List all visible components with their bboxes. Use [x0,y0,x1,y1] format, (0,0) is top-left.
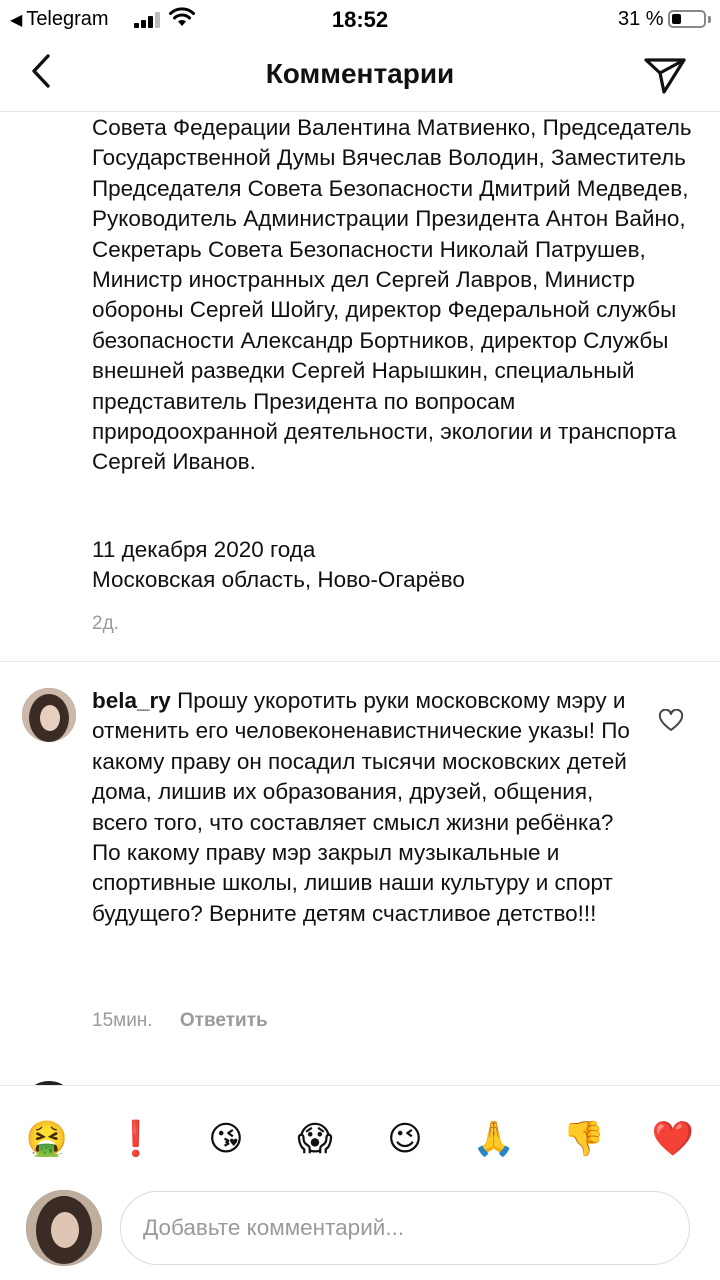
emoji-pray-button[interactable]: 🙏 [472,1119,516,1159]
back-triangle-icon: ◀ [10,12,23,29]
battery-percent: 31 % [618,8,664,30]
comment-body [92,686,632,929]
back-app-label: Telegram [26,8,109,30]
avatar-photo [22,688,76,742]
avatar-photo [26,1190,102,1266]
post-caption-footer [92,535,702,596]
header [0,38,720,112]
avatar[interactable] [22,688,76,742]
comment-username[interactable]: bela_ry [92,688,171,713]
emoji-kiss-button[interactable]: 😘 [208,1119,244,1159]
divider [0,661,720,662]
battery-level [672,14,681,24]
emoji-wink-button[interactable]: 😉 [387,1119,423,1159]
post-date: 11 декабря 2020 года [92,537,316,562]
heart-icon[interactable] [658,709,684,733]
comment-input[interactable] [120,1191,690,1265]
post-caption-text: Совета Федерации Валентина Матвиенко, Председатель Государственной Думы Вячеслав Володин, Заместитель Председателя Совета Безопасности Дмитрий Медведев, Руководитель Администрации Президента Антон Вайно, Секретарь Совета Безопасности Николай Патрушев, Министр иностранных дел Сергей Лавров, Министр обороны Сергей Шойгу, директор Федеральной службы безопасности Александр Бортников, директор Службы внешней разведки Сергей Нарышкин, специальный представитель Президента по вопросам природоохранной деятельности, экологии и транспорта Сергей Иванов. [92,115,692,475]
status-bar [0,0,720,38]
send-icon[interactable] [642,52,688,96]
emoji-heart-button[interactable]: ❤️ [651,1119,695,1159]
emoji-bar [0,1114,720,1164]
caption-time-ago: 2д. [92,613,119,634]
emoji-thumbs-down-button[interactable]: 👎 [562,1119,606,1159]
emoji-exclamation-button[interactable]: ❗ [114,1119,158,1159]
emoji-scream-button[interactable]: 😱 [297,1119,333,1159]
avatar [26,1190,102,1266]
comment-meta [92,1010,268,1032]
comment-time-ago: 15мин. [92,1010,153,1031]
comments-list[interactable] [0,113,720,1085]
status-time: 18:52 [331,7,389,32]
post-place: Московская область, Ново-Огарёво [92,567,465,593]
battery-icon [668,10,706,28]
page-title: Комментарии [265,58,455,89]
reply-button[interactable]: Ответить [179,1010,268,1031]
comment-text: Прошу укоротить руки московскому мэру и отменить его человеконенавистнические указы! По какому праву он посадил тысячи московских детей дома, лишив их образования, друзей, общения, всего того, что составляет смысл жизни ребёнка? По какому праву мэр закрыл музыкальные и спортивные школы, лишив наши культуру и спорт будущего? Верните детям счастливое детство!!! [92,688,630,926]
comment-composer [0,1085,720,1280]
emoji-vomiting-button[interactable]: 🤮 [25,1119,69,1159]
battery-cap [708,16,711,23]
